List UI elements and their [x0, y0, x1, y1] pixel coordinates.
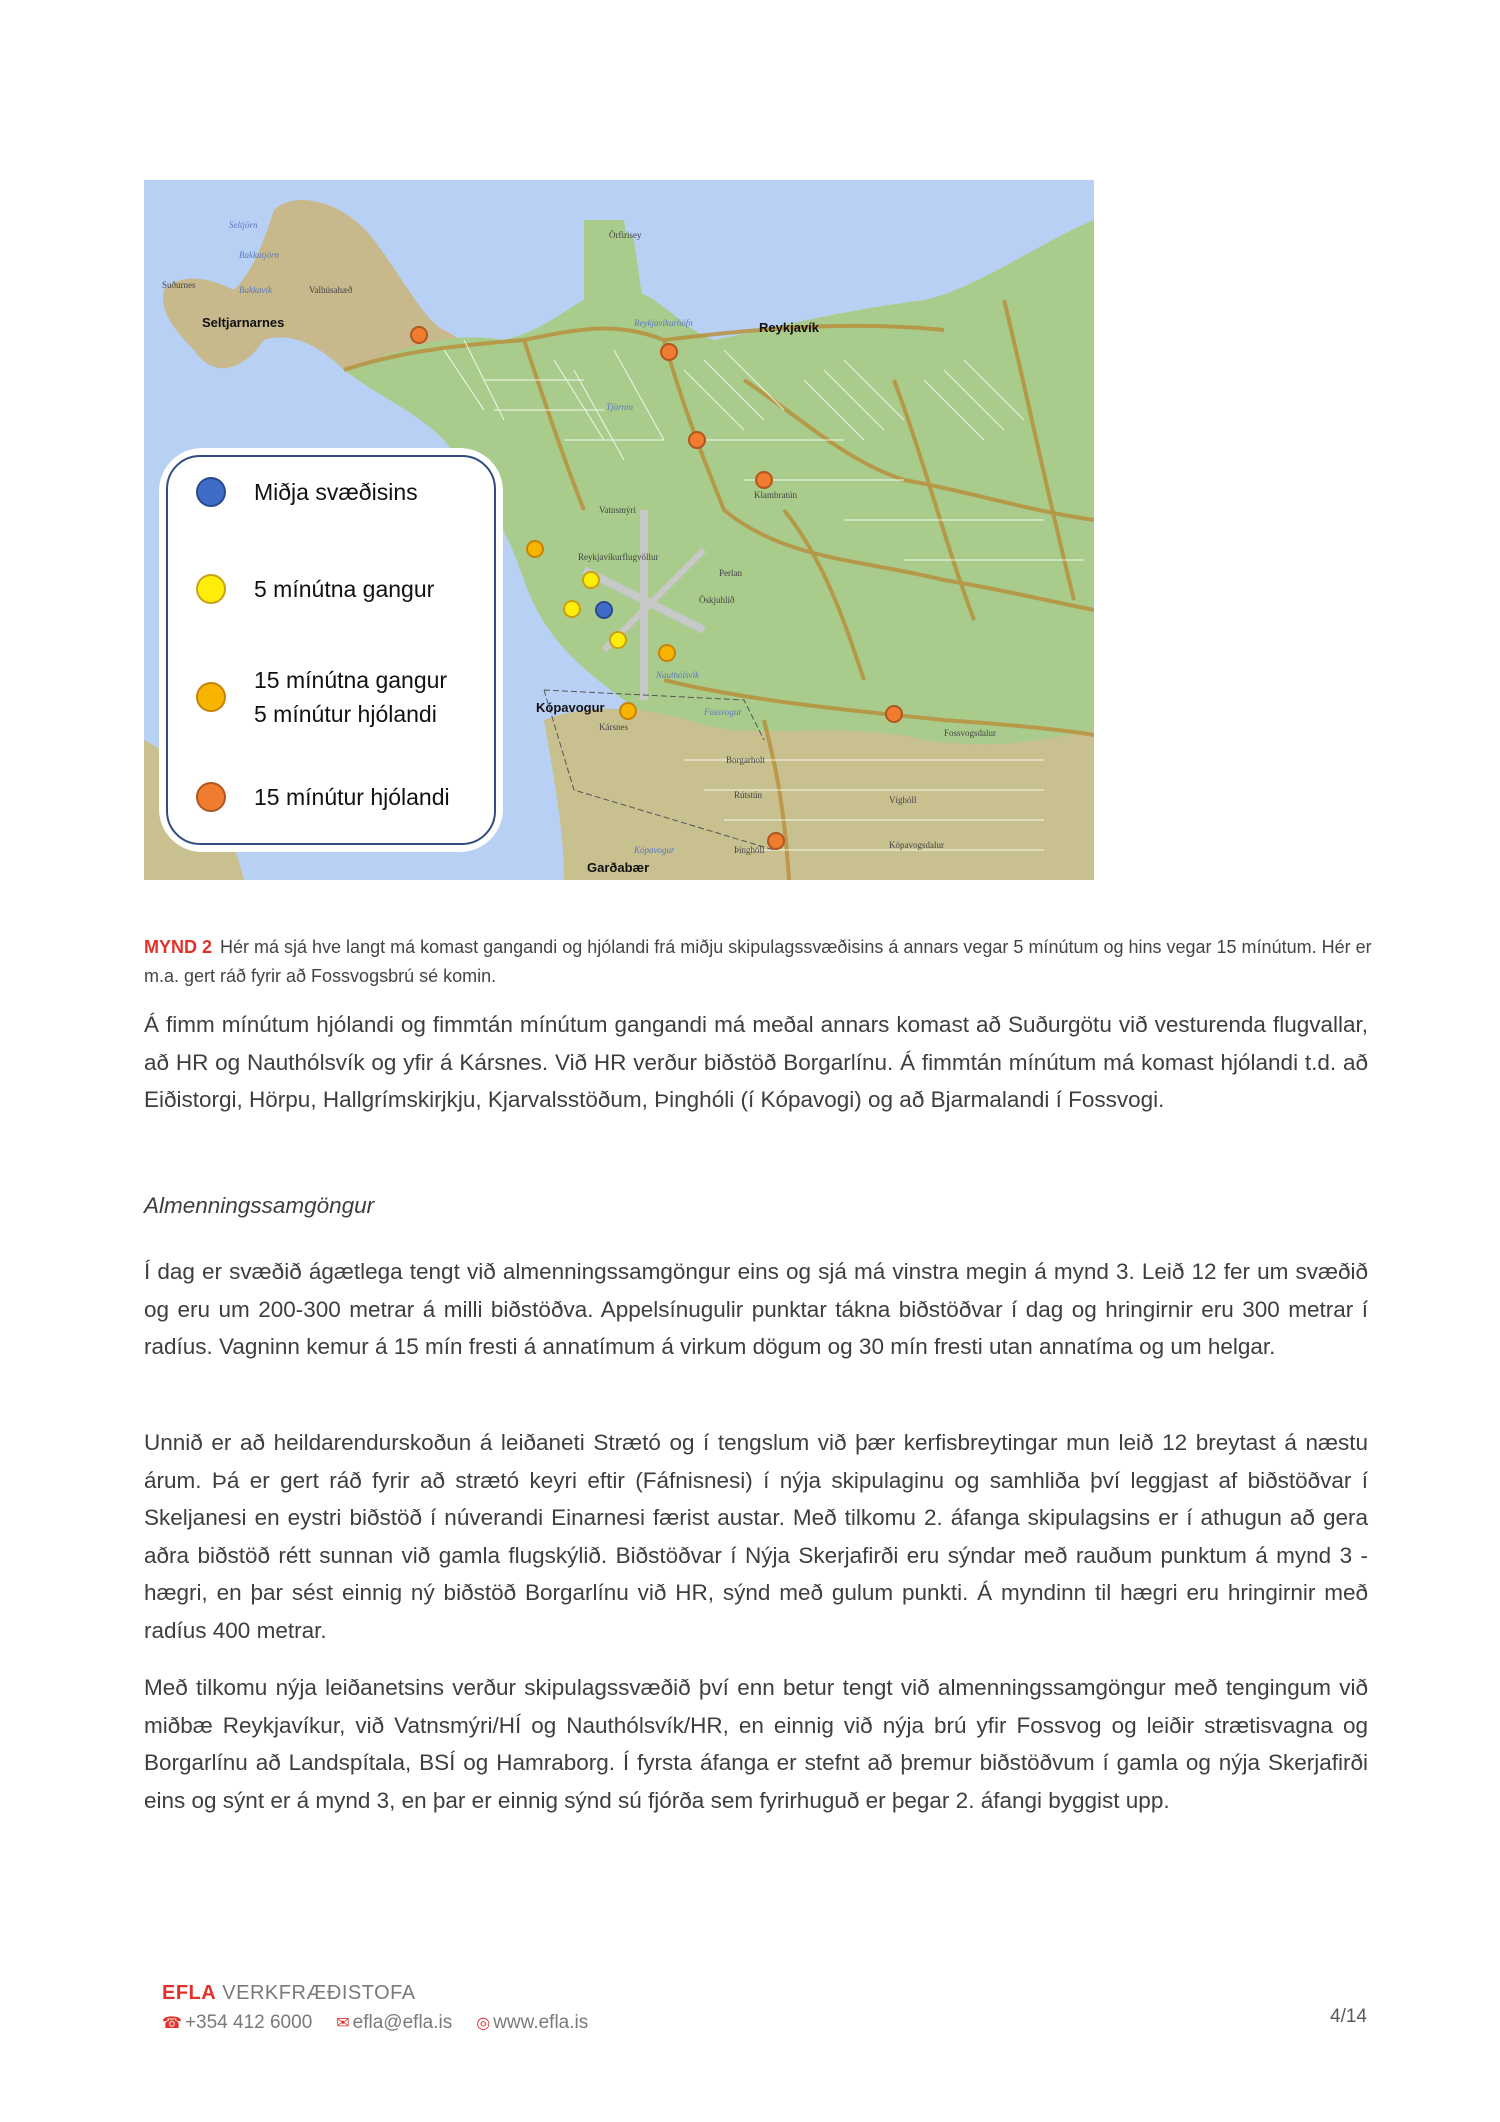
envelope-icon: ✉: [336, 2015, 350, 2032]
efla-logo: EFLA: [162, 1982, 217, 2004]
map-label-minor: Öskjuhlíð: [699, 595, 735, 605]
page-number: 4/14: [1330, 2006, 1367, 2027]
map-label-gardabaer: Garðabær: [587, 860, 650, 875]
figure-label: MYND 2: [144, 937, 213, 957]
map-point-15min-walk: [658, 644, 676, 662]
figure-caption: [144, 933, 1374, 991]
map-label-minor: Borgarholt: [726, 755, 765, 765]
map-water-label: Kópavogur: [634, 845, 675, 855]
paragraph-3: Unnið er að heildarendurskoðun á leiðaneti Strætó og í tengslum við þær kerfisbreytingar mun leið 12 breytast á næstu árum. Þá er gert ráð fyrir að strætó keyri eftir (Fáfnisnesi) í nýja skipulaginu og samhliða því leggjast af biðstöðvar í Skeljanesi en eystri biðstöð í núverandi Einarnesi færist austar. Með tilkomu 2. áfanga skipulagsins er í athugun að gera aðra biðstöð rétt sunnan við gamla flugskýlið. Biðstöðvar í Nýja Skerjafirði eru sýndar með rauðum punktum á mynd 3 - hægri, en þar sést einnig ný biðstöð Borgarlínu við HR, sýnd með gulum punkti. Á myndinn til hægri eru hringirnir með radíus 400 metrar.: [144, 1430, 1368, 1643]
map-water-label: Tjörnin: [606, 402, 634, 412]
map-point-5min-walk: [582, 571, 600, 589]
map-point-5min-walk: [563, 600, 581, 618]
map-point-15min-bike: [767, 832, 785, 850]
map-figure: [144, 180, 1094, 880]
footer-phone: ☎ +354 412 6000: [162, 2012, 313, 2033]
map-label-minor: Valhúsahæð: [309, 285, 353, 295]
section-subheading: Almenningssamgöngur: [144, 1193, 375, 1218]
map-point-15min-bike: [688, 431, 706, 449]
paragraph-1: Á fimm mínútum hjólandi og fimmtán mínútum gangandi má meðal annars komast að Suðurgötu við vesturenda flugvallar, að HR og Nauthólsvík og yfir á Kársnes. Við HR verður biðstöð Borgarlínu. Á fimmtán mínútum má komast hjólandi t.d. að Eiðistorgi, Hörpu, Hallgrímskirjkju, Kjarvalsstöðum, Þinghóli (í Kópavogi) og að Bjarmalandi í Fossvogi.: [144, 1012, 1368, 1112]
orange-dot-icon: [196, 782, 226, 812]
paragraph-4: Með tilkomu nýja leiðanetsins verður skipulagssvæðið því enn betur tengt við almenningssamgöngur með tengingum við miðbæ Reykjavíkur, við Vatnsmýri/HÍ og Nauthólsvík/HR, en einnig við nýja brú yfir Fossvog og leiðir strætisvagna og Borgarlínu að Landspítala, BSÍ og Hamraborg. Í fyrsta áfanga er stefnt að þremur biðstöðvum í gamla og nýja Skerjafirði eins og sýnt er á mynd 3, en þar er einnig sýnd sú fjórða sem fyrirhuguð er þegar 2. áfangi byggist upp.: [144, 1675, 1368, 1813]
map-point-15min-bike: [660, 343, 678, 361]
map-label-reykjavik: Reykjavík: [759, 320, 819, 335]
legend-item-center: Miðja svæðisins: [196, 475, 418, 509]
map-water-label: Fossvogur: [704, 707, 742, 717]
map-water-label: Bakkatjörn: [239, 250, 279, 260]
map-point-15min-walk: [526, 540, 544, 558]
footer-website[interactable]: ◎ www.efla.is: [476, 2012, 589, 2033]
map-label-minor: Örfirisey: [609, 230, 642, 240]
map-label-minor: Þinghóll: [734, 845, 765, 855]
map-point-15min-bike: [410, 326, 428, 344]
map-legend: [166, 455, 496, 845]
map-water-label: Bakkavík: [239, 285, 272, 295]
blue-dot-icon: [196, 477, 226, 507]
map-label-minor: Vatnsmýri: [599, 505, 636, 515]
map-label-minor: Reykjavíkurflugvöllur: [578, 552, 659, 562]
legend-item-15min-walk: 15 mínútna gangur 5 mínútur hjólandi: [196, 663, 447, 731]
map-label-kopavogur: Kópavogur: [536, 700, 605, 715]
map-water-label: Reykjavíkurhöfn: [634, 318, 693, 328]
map-label-minor: Perlan: [719, 568, 742, 578]
caption-text: Hér má sjá hve langt má komast gangandi og hjólandi frá miðju skipulagssvæðisins á annars vegar 5 mínútum og hins vegar 15 mínútum. Hér er m.a. gert ráð fyrir að Fossvogsbrú sé komin.: [144, 937, 1372, 986]
brand-suffix: VERKFRÆÐISTOFA: [222, 1982, 416, 2004]
footer-email[interactable]: ✉ efla@efla.is: [336, 2012, 453, 2033]
map-label-seltjarnarnes: Seltjarnarnes: [202, 315, 285, 330]
yellow-dot-icon: [196, 574, 226, 604]
map-water-label: Nauthólsvík: [656, 670, 699, 680]
footer-contacts: [162, 2012, 588, 2034]
map-point-15min-walk: [619, 702, 637, 720]
map-point-15min-bike: [885, 705, 903, 723]
phone-icon: ☎: [162, 2015, 182, 2032]
legend-item-15min-bike: 15 mínútur hjólandi: [196, 780, 450, 814]
map-label-minor: Fossvogsdalur: [944, 728, 997, 738]
map-label-minor: Kársnes: [599, 722, 628, 732]
legend-item-5min-walk: 5 mínútna gangur: [196, 572, 434, 606]
map-label-minor: Klambratún: [754, 490, 797, 500]
map-water-label: Seltjörn: [229, 220, 258, 230]
map-label-minor: Suðurnes: [162, 280, 196, 290]
amber-dot-icon: [196, 682, 226, 712]
footer-brand: [162, 1982, 416, 2005]
map-point-5min-walk: [609, 631, 627, 649]
map-label-minor: Víghóll: [889, 795, 917, 805]
map-point-15min-bike: [755, 471, 773, 489]
paragraph-2: Í dag er svæðið ágætlega tengt við almenningssamgöngur eins og sjá má vinstra megin á mynd 3. Leið 12 fer um svæðið og eru um 200-300 metrar á milli biðstöðva. Appelsínugulir punktar tákna biðstöðvar í dag og hringirnir eru 300 metrar í radíus. Vagninn kemur á 15 mín fresti á annatímum á virkum dögum og 30 mín fresti utan annatíma og um helgar.: [144, 1259, 1368, 1359]
globe-icon: ◎: [476, 2015, 491, 2032]
map-label-minor: Kópavogsdalur: [889, 840, 944, 850]
map-label-minor: Rútstún: [734, 790, 763, 800]
map-point-center: [595, 601, 613, 619]
